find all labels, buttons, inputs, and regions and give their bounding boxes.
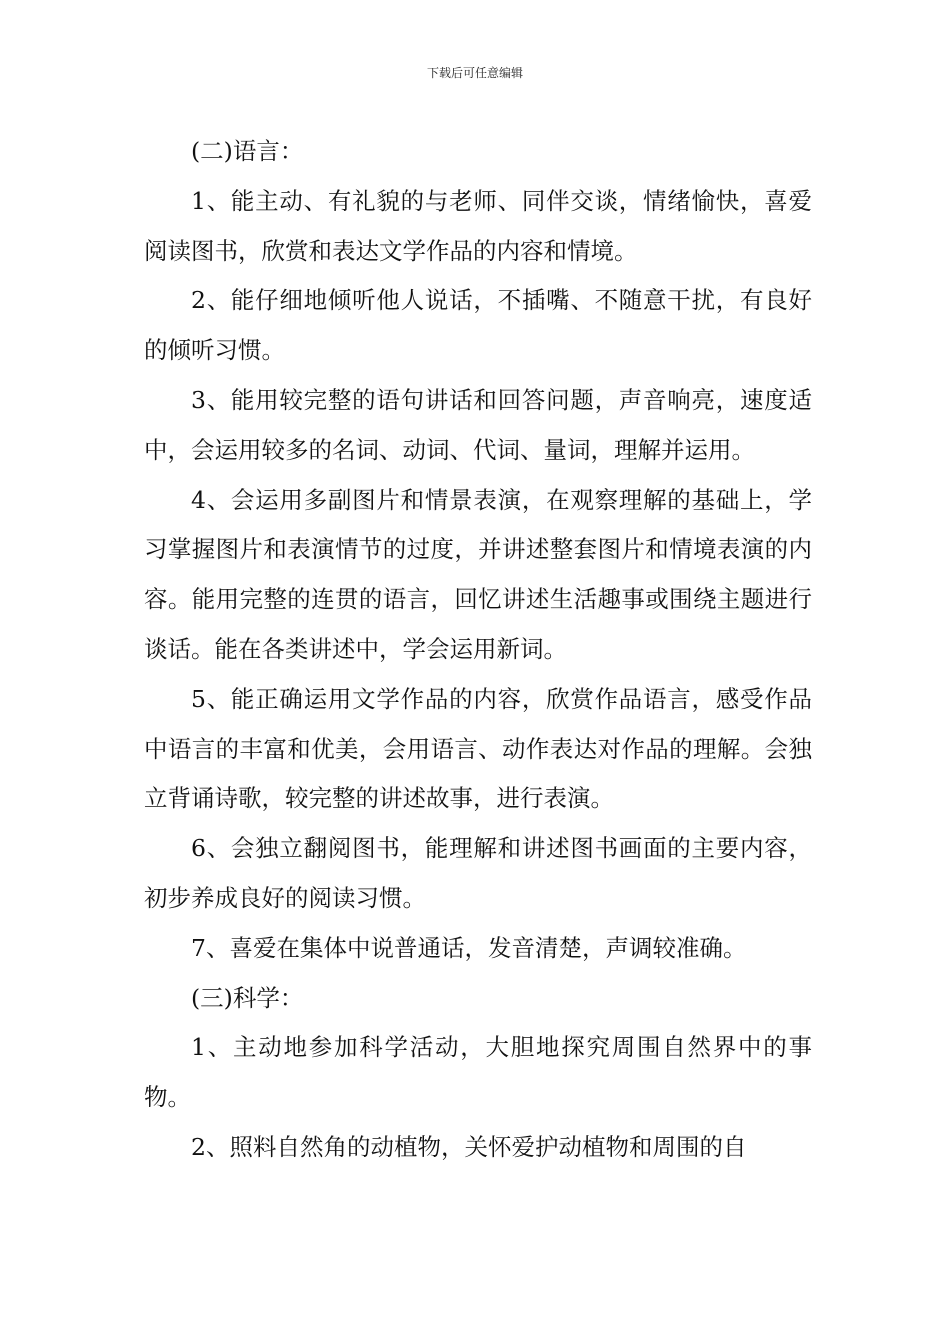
paragraph-language-2: 2、能仔细地倾听他人说话，不插嘴、不随意干扰，有良好的倾听习惯。: [144, 286, 812, 365]
paragraph-language-7: 7、喜爱在集体中说普通话，发音清楚，声调较准确。: [191, 933, 747, 962]
paragraph-language-5: 5、能正确运用文学作品的内容，欣赏作品语言，感受作品中语言的丰富和优美，会用语言、动作表达对作品的理解。会独立背诵诗歌，较完整的讲述故事，进行表演。: [144, 684, 812, 813]
document-body: [144, 127, 812, 1173]
paragraph-language-6: 6、会独立翻阅图书，能理解和讲述图书画面的主要内容，初步养成良好的阅读习惯。: [144, 834, 812, 912]
paragraph-science-2: 2、照料自然角的动植物，关怀爱护动植物和周围的自: [191, 1132, 747, 1161]
section-heading-language: (二)语言：: [191, 137, 304, 165]
page-header-note: 下载后可任意编辑: [426, 66, 523, 80]
paragraph-language-3: 3、能用较完整的语句讲话和回答问题，声音响亮，速度适中，会运用较多的名词、动词、代词、量词，理解并运用。: [144, 385, 812, 464]
paragraph-science-1: 1、主动地参加科学活动，大胆地探究周围自然界中的事物。: [144, 1033, 812, 1112]
paragraph-language-1: 1、能主动、有礼貌的与老师、同伴交谈，情绪愉快，喜爱阅读图书，欣赏和表达文学作品的内容和情境。: [144, 186, 812, 265]
paragraph-language-4: 4、会运用多副图片和情景表演，在观察理解的基础上，学习掌握图片和表演情节的过度，并讲述整套图片和情境表演的内容。能用完整的连贯的语言，回忆讲述生活趣事或围绕主题进行谈话。能在各类讲述中，学会运用新词。: [144, 485, 812, 663]
section-heading-science: (三)科学：: [191, 983, 304, 1012]
